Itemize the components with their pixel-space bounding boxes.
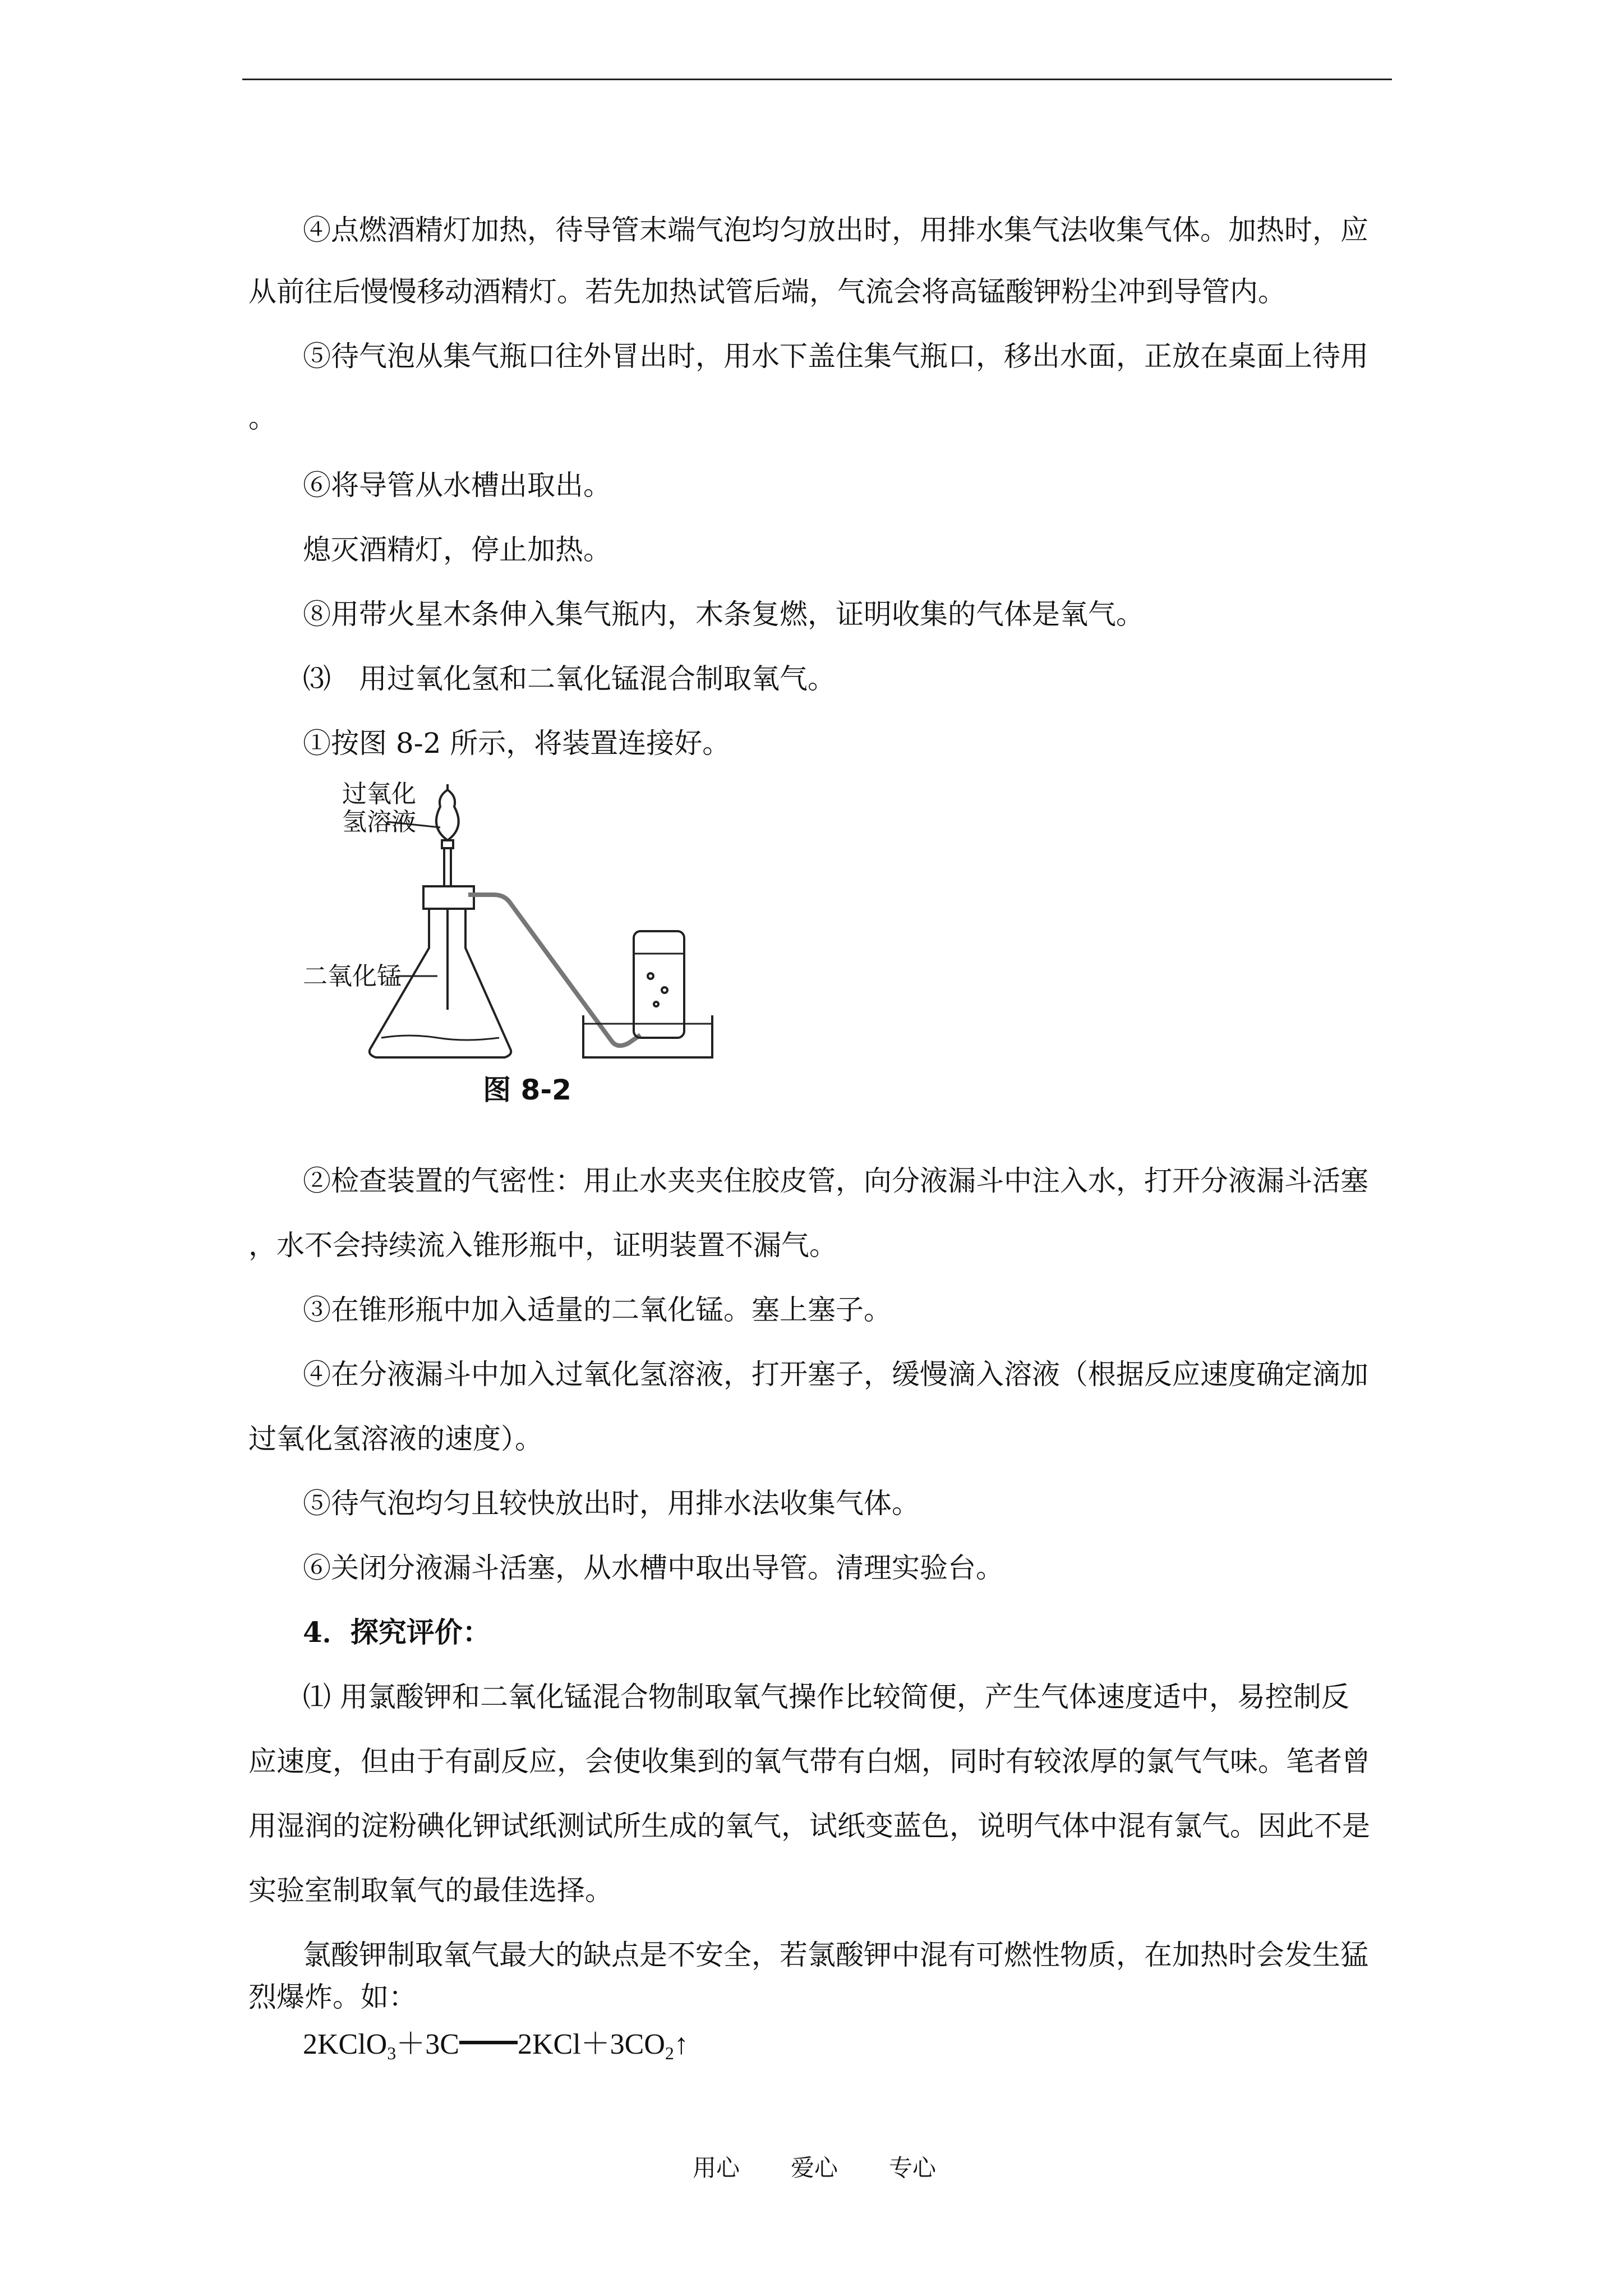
paragraph-line: ⑴ 用氯酸钾和二氧化锰混合物制取氧气操作比较简便，产生气体速度适中，易控制反 <box>303 1681 1349 1713</box>
paragraph-line: 熄灭酒精灯，停止加热。 <box>303 533 611 566</box>
footer-text: 爱心 <box>791 2154 838 2182</box>
label-h2o2-line2: 氢溶液 <box>342 808 416 836</box>
paragraph-line: 过氧化氢溶液的速度）。 <box>248 1423 543 1455</box>
paragraph-line: 从前往后慢慢移动酒精灯。若先加热试管后端，气流会将高锰酸钾粉尘冲到导管内。 <box>248 275 1286 308</box>
label-mno2: 二氧化锰 <box>303 962 402 991</box>
paragraph-line: ⑤待气泡均匀且较快放出时，用排水法收集气体。 <box>303 1487 920 1520</box>
paragraph-line: 氯酸钾制取氧气最大的缺点是不安全，若氯酸钾中混有可燃性物质，在加热时会发生猛 <box>303 1939 1368 1971</box>
paragraph-line: ③在锥形瓶中加入适量的二氧化锰。塞上塞子。 <box>303 1294 892 1326</box>
paragraph-line: ⑥关闭分液漏斗活塞，从水槽中取出导管。清理实验台。 <box>303 1552 1004 1584</box>
water-trough <box>583 1015 712 1057</box>
paragraph-line: 。 <box>248 402 276 434</box>
footer-text: 用心 <box>693 2154 740 2182</box>
footer-text: 专心 <box>889 2154 937 2182</box>
section-heading: 4．探究评价： <box>303 1616 491 1649</box>
paragraph-line: 用湿润的淀粉碘化钾试纸测试所生成的氧气，试纸变蓝色，说明气体中混有氯气。因此不是 <box>248 1810 1370 1842</box>
separatory-funnel <box>436 790 459 840</box>
stopper <box>423 886 474 909</box>
paragraph-line: ②检查装置的气密性：用止水夹夹住胶皮管，向分液漏斗中注入水，打开分液漏斗活塞 <box>303 1165 1368 1197</box>
figure-8-2-apparatus <box>297 774 723 1111</box>
paragraph-line: ⑧用带火星木条伸入集气瓶内，木条复燃，证明收集的气体是氧气。 <box>303 598 1144 631</box>
header-rule <box>242 79 1392 80</box>
paragraph-line: 应速度，但由于有副反应，会使收集到的氧气带有白烟，同时有较浓厚的氯气气味。笔者曾 <box>248 1745 1370 1778</box>
paragraph-line: ④在分液漏斗中加入过氧化氢溶液，打开塞子，缓慢滴入溶液（根据反应速度确定滴加 <box>303 1358 1368 1391</box>
paragraph-line: ⑤待气泡从集气瓶口往外冒出时，用水下盖住集气瓶口，移出水面，正放在桌面上待用 <box>303 340 1368 372</box>
paragraph-line: ，水不会持续流入锥形瓶中，证明装置不漏气。 <box>248 1229 837 1262</box>
figure-caption: 图 8-2 <box>483 1074 571 1106</box>
paragraph-line: ①按图 8-2 所示，将装置连接好。 <box>303 727 731 760</box>
paragraph-line: 烈爆炸。如： <box>248 1981 417 2013</box>
paragraph-line: ④点燃酒精灯加热，待导管末端气泡均匀放出时，用排水集气法收集气体。加热时，应 <box>303 214 1368 246</box>
chemical-equation: $2KClO_3+3C━━2KCl+3CO_2↑$ <box>303 2028 689 2063</box>
paragraph-line: 实验室制取氧气的最佳选择。 <box>248 1874 613 1907</box>
section-heading: ⑶ 用过氧化氢和二氧化锰混合制取氧气。 <box>303 662 836 695</box>
collection-bottle <box>634 931 684 1038</box>
paragraph-line: ⑥将导管从水槽出取出。 <box>303 469 611 501</box>
label-h2o2: 过氧化 <box>342 780 416 808</box>
